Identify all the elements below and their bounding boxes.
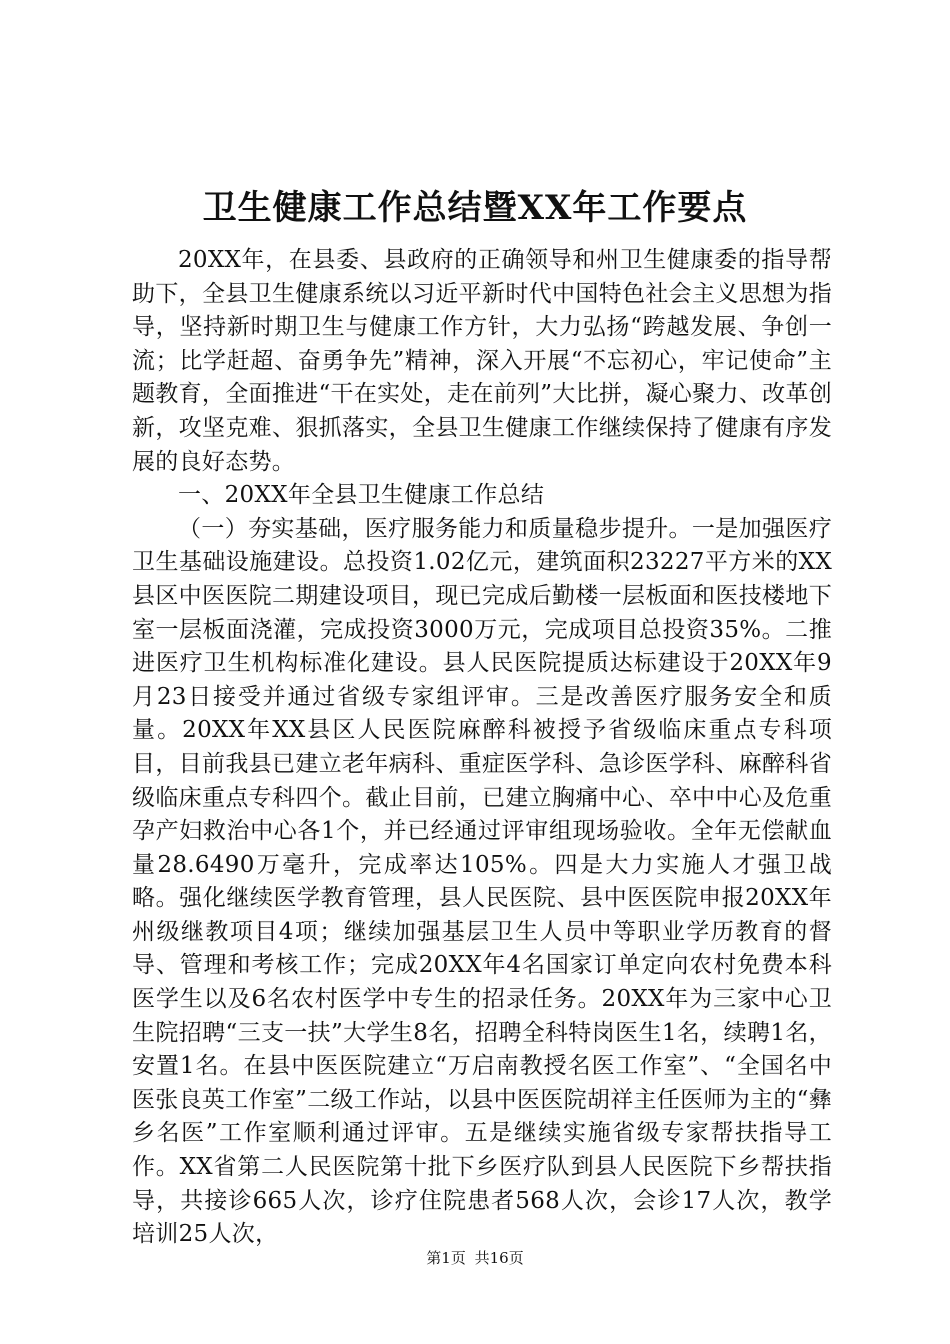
document-title: 卫生健康工作总结暨XX年工作要点 xyxy=(202,188,748,228)
document-body xyxy=(132,244,832,1252)
body-paragraph: （一）夯实基础，医疗服务能力和质量稳步提升。一是加强医疗卫生基础设施建设。总投资1.02亿元，建筑面积23227平方米的XX县区中医医院二期建设项目，现已完成后勤楼一层板面和医技楼地下室一层板面浇灌，完成投资3000万元，完成项目总投资35%。二推进医疗卫生机构标准化建设。县人民医院提质达标建设于20XX年9月23日接受并通过省级专家组评审。三是改善医疗服务安全和质量。20XX年XX县区人民医院麻醉科被授予省级临床重点专科项目，目前我县已建立老年病科、重症医学科、急诊医学科、麻醉科省级临床重点专科四个。截止目前，已建立胸痛中心、卒中中心及危重孕产妇救治中心各1个，并已经通过评审组现场验收。全年无偿献血量28.6490万毫升，完成率达105%。四是大力实施人才强卫战略。强化继续医学教育管理，县人民医院、县中医医院申报20XX年州级继教项目4项；继续加强基层卫生人员中等职业学历教育的督导、管理和考核工作；完成20XX年4名国家订单定向农村免费本科医学生以及6名农村医学中专生的招录任务。20XX年为三家中心卫生院招聘“三支一扶”大学生8名，招聘全科特岗医生1名，续聘1名，安置1名。在县中医医院建立“万启南教授名医工作室”、“全国名中医张良英工作室”二级工作站，以县中医医院胡祥主任医师为主的“彝乡名医”工作室顺利通过评审。五是继续实施省级专家帮扶指导工作。XX省第二人民医院第十批下乡医疗队到县人民医院下乡帮扶指导，共接诊665人次，诊疗住院患者568人次，会诊17人次，教学培训25人次， xyxy=(132,515,832,1248)
intro-paragraph: 20XX年，在县委、县政府的正确领导和州卫生健康委的指导帮助下，全县卫生健康系统以习近平新时代中国特色社会主义思想为指导，坚持新时期卫生与健康工作方针，大力弘扬“跨越发展、争创一流；比学赶超、奋勇争先”精神，深入开展“不忘初心，牢记使命”主题教育，全面推进“干在实处，走在前列”大比拼，凝心聚力、改革创新，攻坚克难、狠抓落实，全县卫生健康工作继续保持了健康有序发展的良好态势。 xyxy=(132,247,832,475)
page-number: 第1页 xyxy=(426,1249,466,1267)
page-total: 共16页 xyxy=(474,1249,524,1267)
page-footer xyxy=(0,1248,950,1268)
section-heading: 一、20XX年全县卫生健康工作总结 xyxy=(178,482,545,509)
